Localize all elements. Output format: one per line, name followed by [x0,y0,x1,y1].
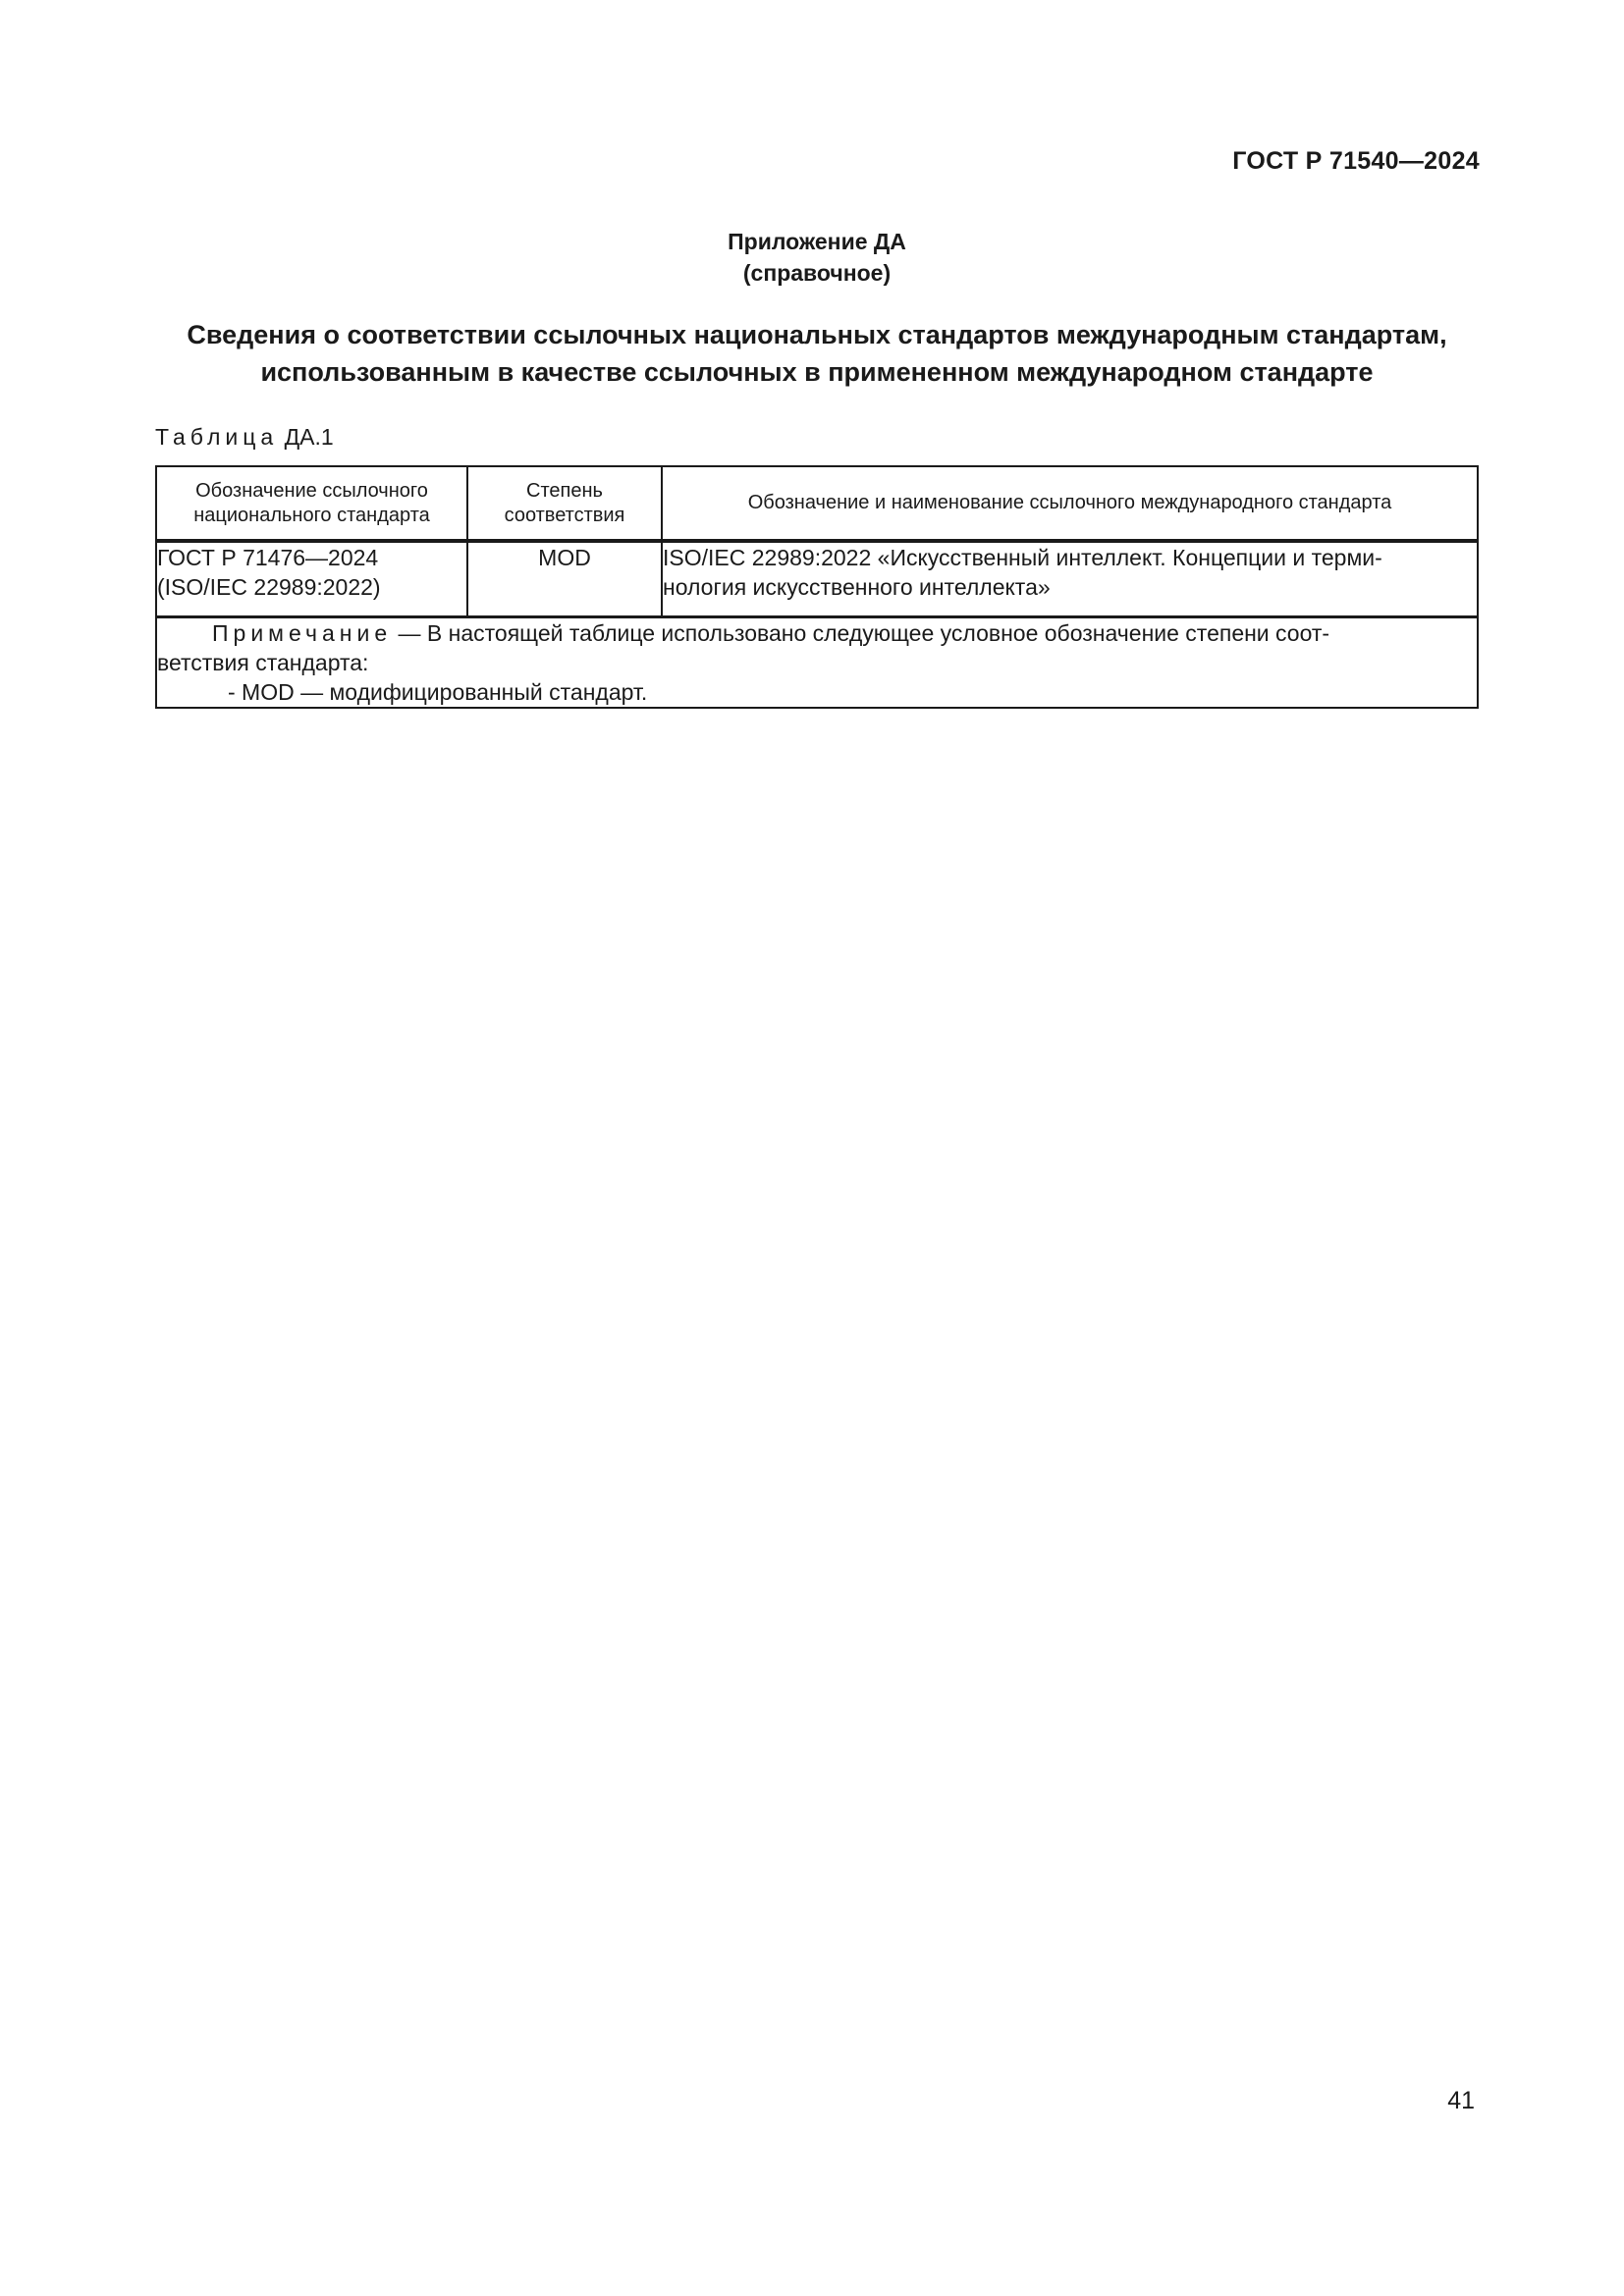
table-note-row [156,617,1478,709]
header-degree [467,466,662,541]
table-header-row [156,466,1478,541]
international-standard-line2: нология искусственного интеллекта» [663,574,1051,600]
national-standard-code: ГОСТ Р 71476—2024 [157,545,379,570]
note-line2: ветствия стандарта: [157,650,369,675]
cell-international-standard [662,541,1478,617]
table-row [156,541,1478,617]
cell-degree: MOD [467,541,662,617]
annex-title-block [0,226,1624,289]
table-caption-number: ДА.1 [284,424,334,450]
header-degree-line2: соответствия [504,504,625,526]
header-national-standard-line2: национального стандарта [193,504,430,526]
note-text: — В настоящей таблице использовано следующее условное обозначение степени соот- [392,620,1330,646]
note-line1 [157,618,1477,648]
reference-standards-table [155,465,1479,709]
annex-heading-line1: Сведения о соответствии ссылочных национальных стандартов международным стандартам, [187,320,1447,349]
header-international-standard [662,466,1478,541]
international-standard-line1: ISO/IEC 22989:2022 «Искусственный интеллект. Концепции и терми- [663,545,1382,570]
document-code: ГОСТ Р 71540—2024 [1232,147,1480,175]
header-degree-line1: Степень [526,479,603,502]
note-label: Примечание [212,620,393,646]
table-caption-label: Таблица [155,424,279,450]
annex-heading [147,316,1487,391]
annex-title: Приложение ДА [728,229,906,254]
header-international-standard-line1: Обозначение и наименование ссылочного международного стандарта [747,492,1392,513]
table-note [156,617,1478,709]
cell-national-standard [156,541,467,617]
header-national-standard [156,466,467,541]
annex-subtitle: (справочное) [742,260,892,286]
note-item: - MOD — модифицированный стандарт. [228,679,648,705]
page-number: 41 [1447,2087,1475,2114]
table-caption [155,424,334,451]
national-standard-iso-ref: (ISO/IEC 22989:2022) [157,574,381,600]
header-national-standard-line1: Обозначение ссылочного [195,479,428,502]
annex-heading-line2: использованным в качестве ссылочных в примененном международном стандарте [260,357,1374,387]
